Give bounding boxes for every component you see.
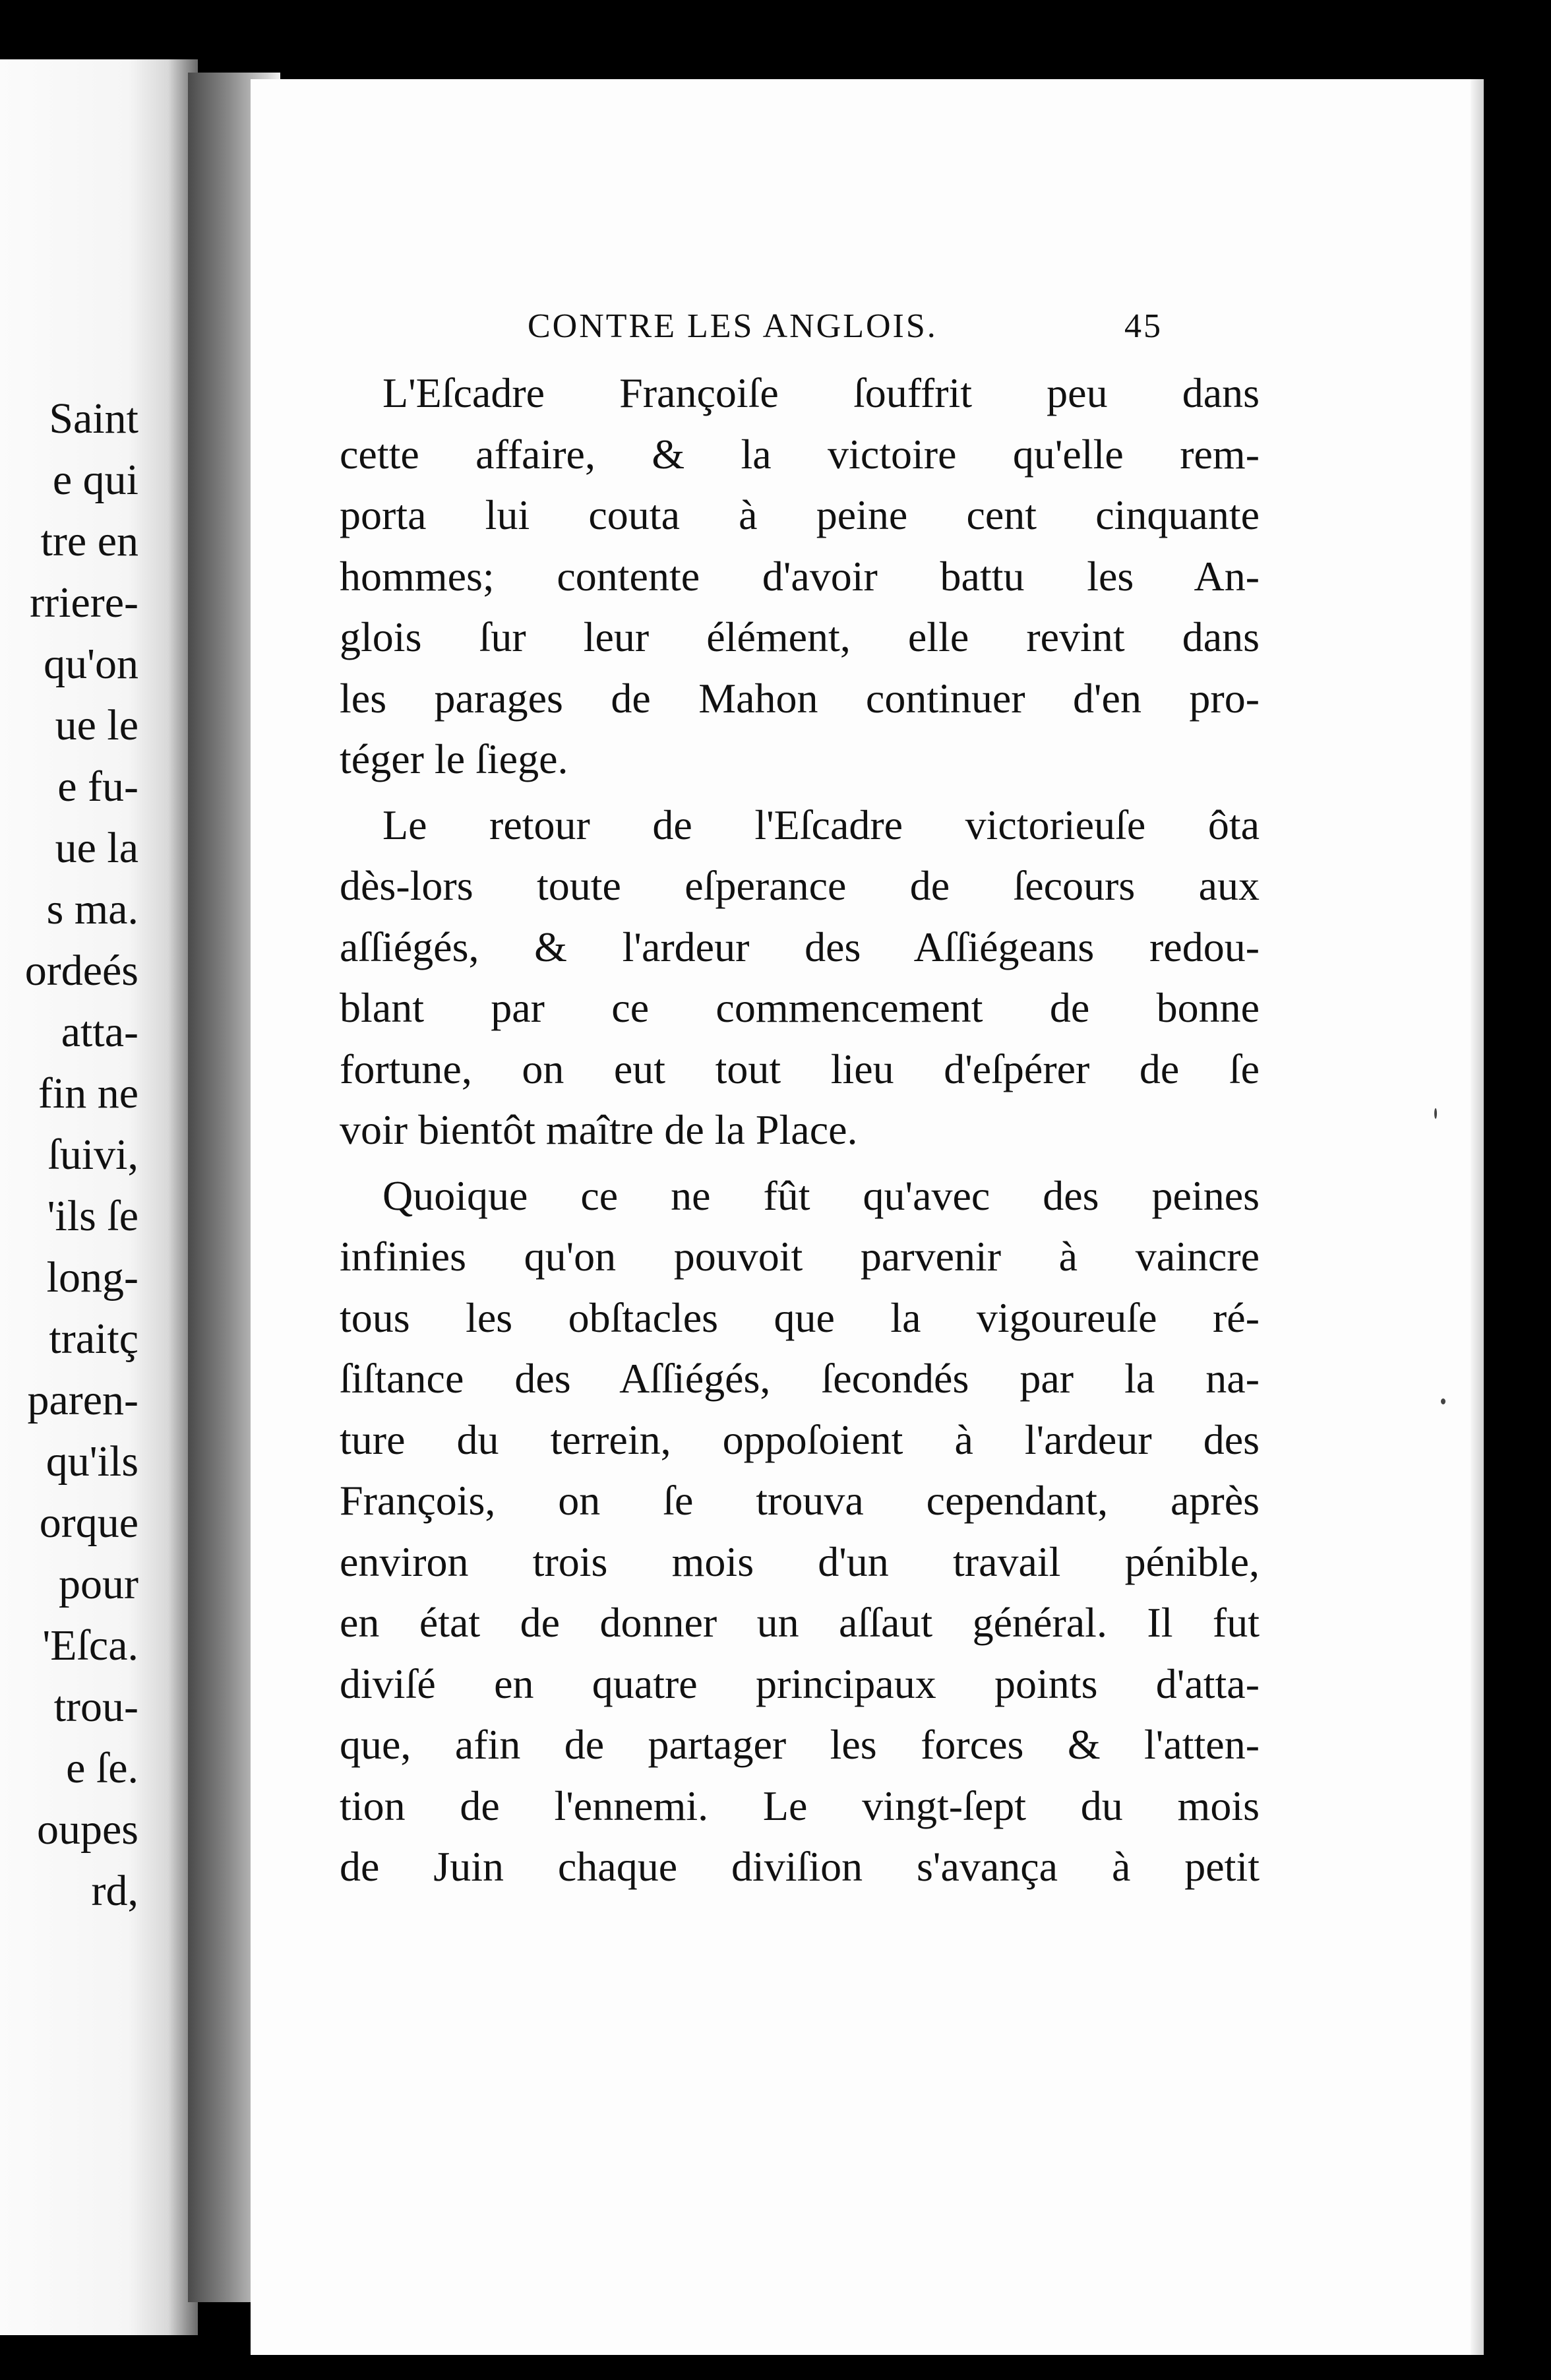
left-page-line: traitç (49, 1315, 138, 1363)
text-line: que, afin de partager les forces & l'atten- (340, 1721, 1260, 1768)
left-page-line: ordeés (24, 947, 138, 995)
text-line: ſiſtance des Aſſiégés, ſecondés par la na- (340, 1355, 1260, 1402)
left-page-line: ſuivi, (47, 1131, 138, 1179)
paragraph (340, 1166, 1260, 1898)
left-page-line: ue le (55, 701, 138, 749)
left-page-line: atta- (61, 1008, 138, 1056)
left-page-line: Saint (49, 394, 138, 443)
ink-speck (1441, 1398, 1445, 1404)
left-page-line: rd, (91, 1867, 138, 1915)
text-line: cette affaire, & la victoire qu'elle rem- (340, 430, 1260, 478)
running-head: CONTRE LES ANGLOIS. (528, 307, 938, 345)
left-page-line: qu'on (44, 640, 138, 688)
text-line: tous les obſtacles que la vigoureuſe ré- (340, 1294, 1260, 1341)
left-page-line: pour (59, 1560, 138, 1608)
text-line: Le retour de l'Eſcadre victorieuſe ôta (382, 801, 1260, 848)
text-line: téger le ſiege. (340, 736, 568, 782)
text-line: les parages de Mahon continuer d'en pro- (340, 674, 1260, 722)
left-page-line: orque (39, 1499, 138, 1547)
left-page-line: fin ne (38, 1069, 138, 1117)
ink-speck (1434, 1108, 1437, 1119)
left-page-line: paren- (27, 1376, 138, 1424)
left-page-line: 'ils ſe (47, 1192, 138, 1240)
text-line: aſſiégés, & l'ardeur des Aſſiégeans redou- (340, 923, 1260, 970)
left-page-line: ue la (55, 824, 138, 872)
left-page-line: trou- (53, 1683, 138, 1731)
text-line: porta lui couta à peine cent cinquante (340, 491, 1260, 538)
left-page-line: oupes (37, 1805, 138, 1854)
text-line: voir bientôt maître de la Place. (340, 1106, 858, 1153)
text-line: diviſé en quatre principaux points d'atta- (340, 1660, 1260, 1707)
text-line: infinies qu'on pouvoit parvenir à vaincre (340, 1233, 1260, 1280)
left-page-line: s ma. (46, 885, 138, 933)
text-line: blant par ce commencement de bonne (340, 984, 1260, 1031)
left-page-line: e fu- (57, 763, 138, 811)
left-page-line: 'Eſca. (42, 1621, 138, 1670)
text-line: François, on ſe trouva cependant, après (340, 1477, 1260, 1524)
text-line: de Juin chaque diviſion s'avança à petit (340, 1843, 1260, 1890)
page-number: 45 (1124, 307, 1163, 345)
left-page-line: rriere- (30, 579, 138, 627)
left-page-line: qu'ils (46, 1437, 138, 1486)
left-page-line: long- (46, 1253, 138, 1301)
text-line: dès-lors toute eſperance de ſecours aux (340, 862, 1260, 909)
text-line: glois ſur leur élément, elle revint dans (340, 613, 1260, 660)
left-page (0, 59, 198, 2335)
text-line: fortune, on eut tout lieu d'eſpérer de ſe (340, 1045, 1260, 1092)
text-line: L'Eſcadre Françoiſe ſouffrit peu dans (382, 369, 1260, 416)
page-edge (1471, 79, 1484, 2355)
left-page-line: e qui (52, 456, 138, 504)
right-page (251, 79, 1484, 2355)
text-line: en état de donner un aſſaut général. Il fut (340, 1599, 1260, 1646)
text-line: Quoique ce ne fût qu'avec des peines (382, 1172, 1260, 1219)
body-text (340, 363, 1260, 1898)
paragraph (340, 363, 1260, 790)
text-line: environ trois mois d'un travail pénible, (340, 1538, 1260, 1585)
left-page-line: tre en (40, 517, 138, 565)
text-line: tion de l'ennemi. Le vingt-ſept du mois (340, 1782, 1260, 1829)
left-page-line: e ſe. (66, 1744, 138, 1792)
text-line: ture du terrein, oppoſoient à l'ardeur des (340, 1416, 1260, 1463)
paragraph (340, 795, 1260, 1161)
text-line: hommes; contente d'avoir battu les An- (340, 552, 1260, 600)
